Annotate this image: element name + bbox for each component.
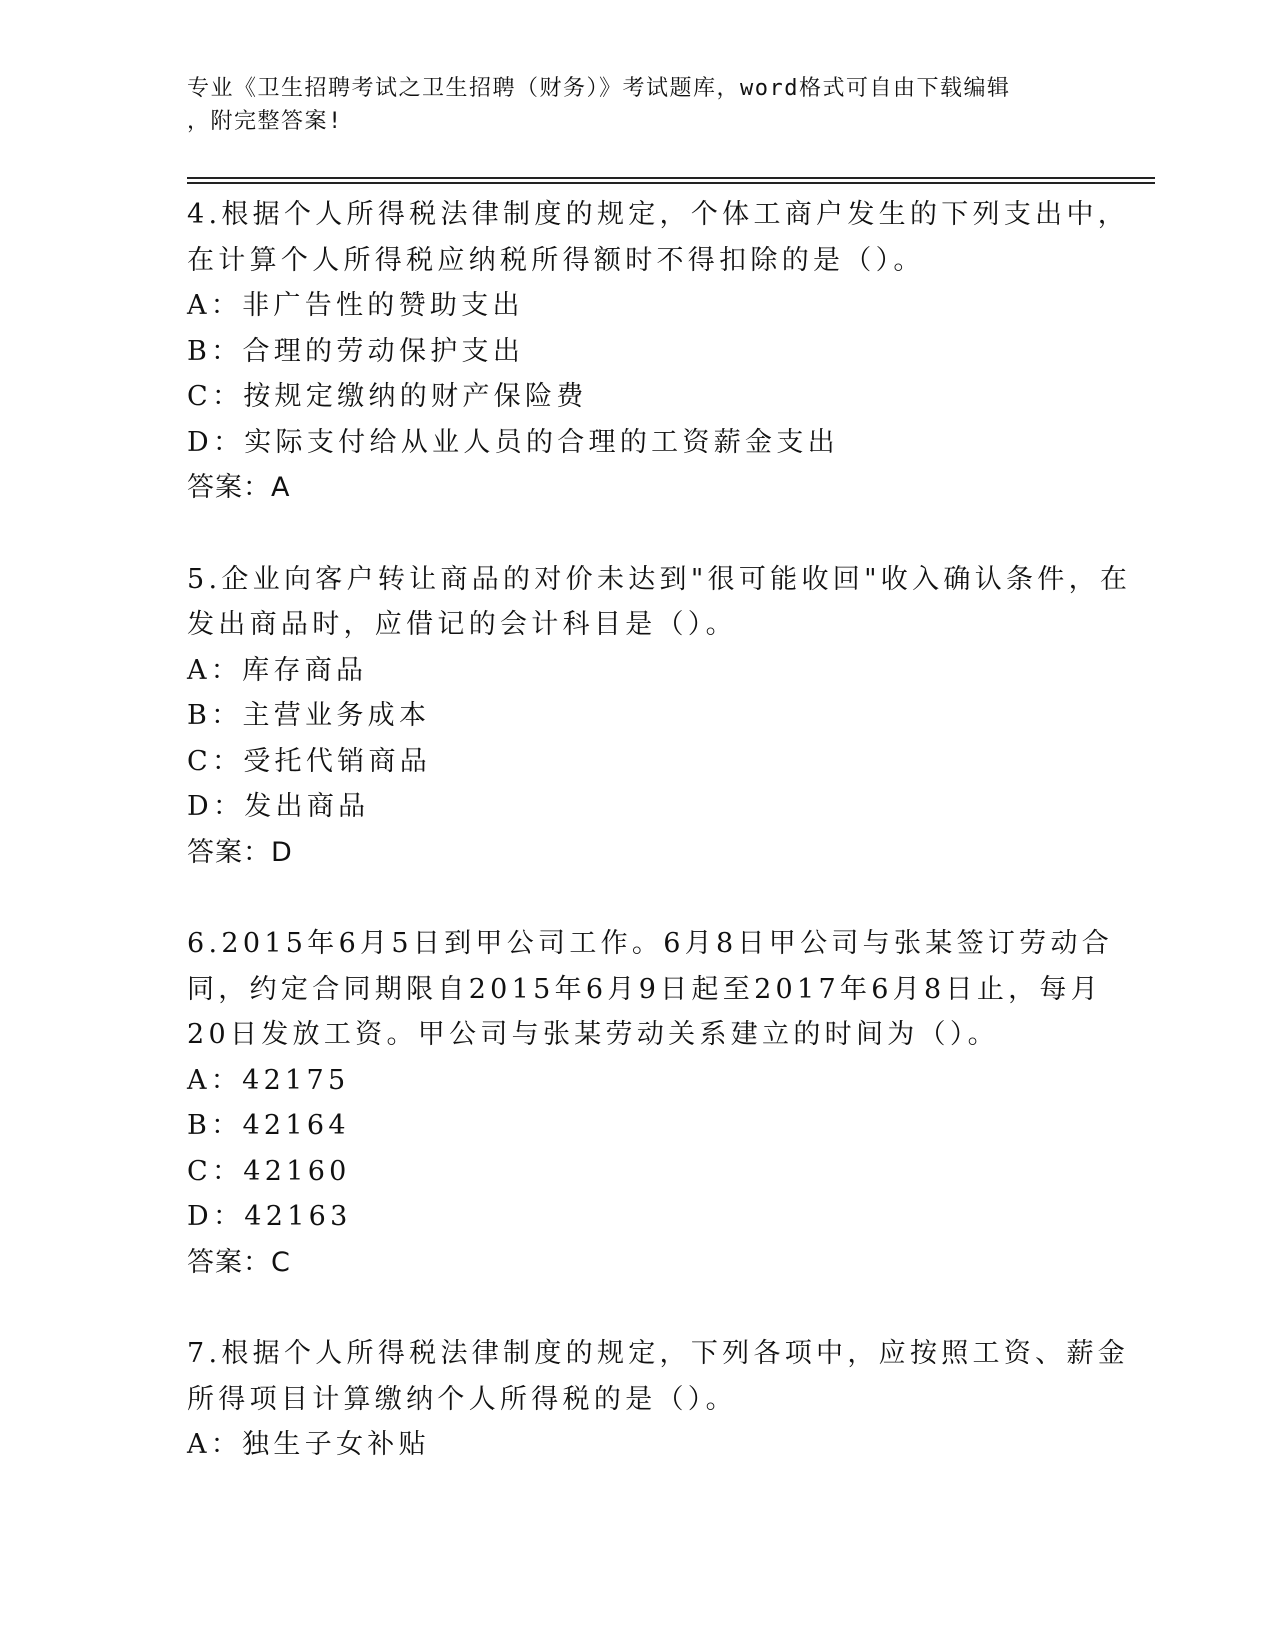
question-stem-line: 4.根据个人所得税法律制度的规定，个体工商户发生的下列支出中， [187,199,1130,230]
question-stem-line: 6.2015年6月5日到甲公司工作。6月8日甲公司与张某签订劳动合 [187,928,1114,959]
option-c: C：42160 [187,1155,351,1187]
option-b: B：主营业务成本 [187,700,431,731]
question-7 [187,1331,1130,1468]
question-stem-line: 所得项目计算缴纳个人所得税的是（）。 [187,1383,737,1415]
question-stem-line: 20日发放工资。甲公司与张某劳动关系建立的时间为（）。 [187,1019,999,1050]
option-a: A：非广告性的赞助支出 [187,290,524,321]
question-stem [187,921,1114,1058]
answer-label: 答案：D [187,836,293,868]
question-stem [187,557,1132,648]
option-c: C：受托代销商品 [187,745,432,777]
question-5 [187,557,1132,876]
option-d: D：发出商品 [187,791,370,822]
question-6 [187,921,1114,1285]
question-list [187,192,1132,1514]
question-4 [187,192,1130,511]
header-divider-bottom [187,182,1155,184]
answer-label: 答案：A [187,472,291,503]
question-stem-line: 5.企业向客户转让商品的对价未达到"很可能收回"收入确认条件，在 [187,563,1132,595]
option-a: A：库存商品 [187,654,368,686]
option-d: D：实际支付给从业人员的合理的工资薪金支出 [187,426,839,458]
option-c: C：按规定缴纳的财产保险费 [187,381,588,412]
header-line-1: 专业《卫生招聘考试之卫生招聘（财务）》考试题库，word格式可自由下载编辑 [187,76,1011,101]
document-header [187,72,1087,138]
question-stem [187,192,1130,283]
option-a: A：独生子女补贴 [187,1429,430,1460]
option-d: D：42163 [187,1201,352,1232]
header-line-2: ，附完整答案! [187,109,343,134]
option-b: B：42164 [187,1110,350,1141]
header-divider-top [187,177,1155,179]
question-stem-line: 同，约定合同期限自2015年6月9日起至2017年6月8日止，每月 [187,973,1103,1005]
question-stem-line: 7.根据个人所得税法律制度的规定，下列各项中，应按照工资、薪金 [187,1338,1130,1369]
answer-label: 答案：C [187,1246,291,1278]
option-a: A：42175 [187,1064,350,1096]
question-stem-line: 在计算个人所得税应纳税所得额时不得扣除的是（）。 [187,244,925,276]
option-b: B：合理的劳动保护支出 [187,335,525,367]
question-stem-line: 发出商品时，应借记的会计科目是（）。 [187,609,737,640]
question-stem [187,1331,1130,1422]
